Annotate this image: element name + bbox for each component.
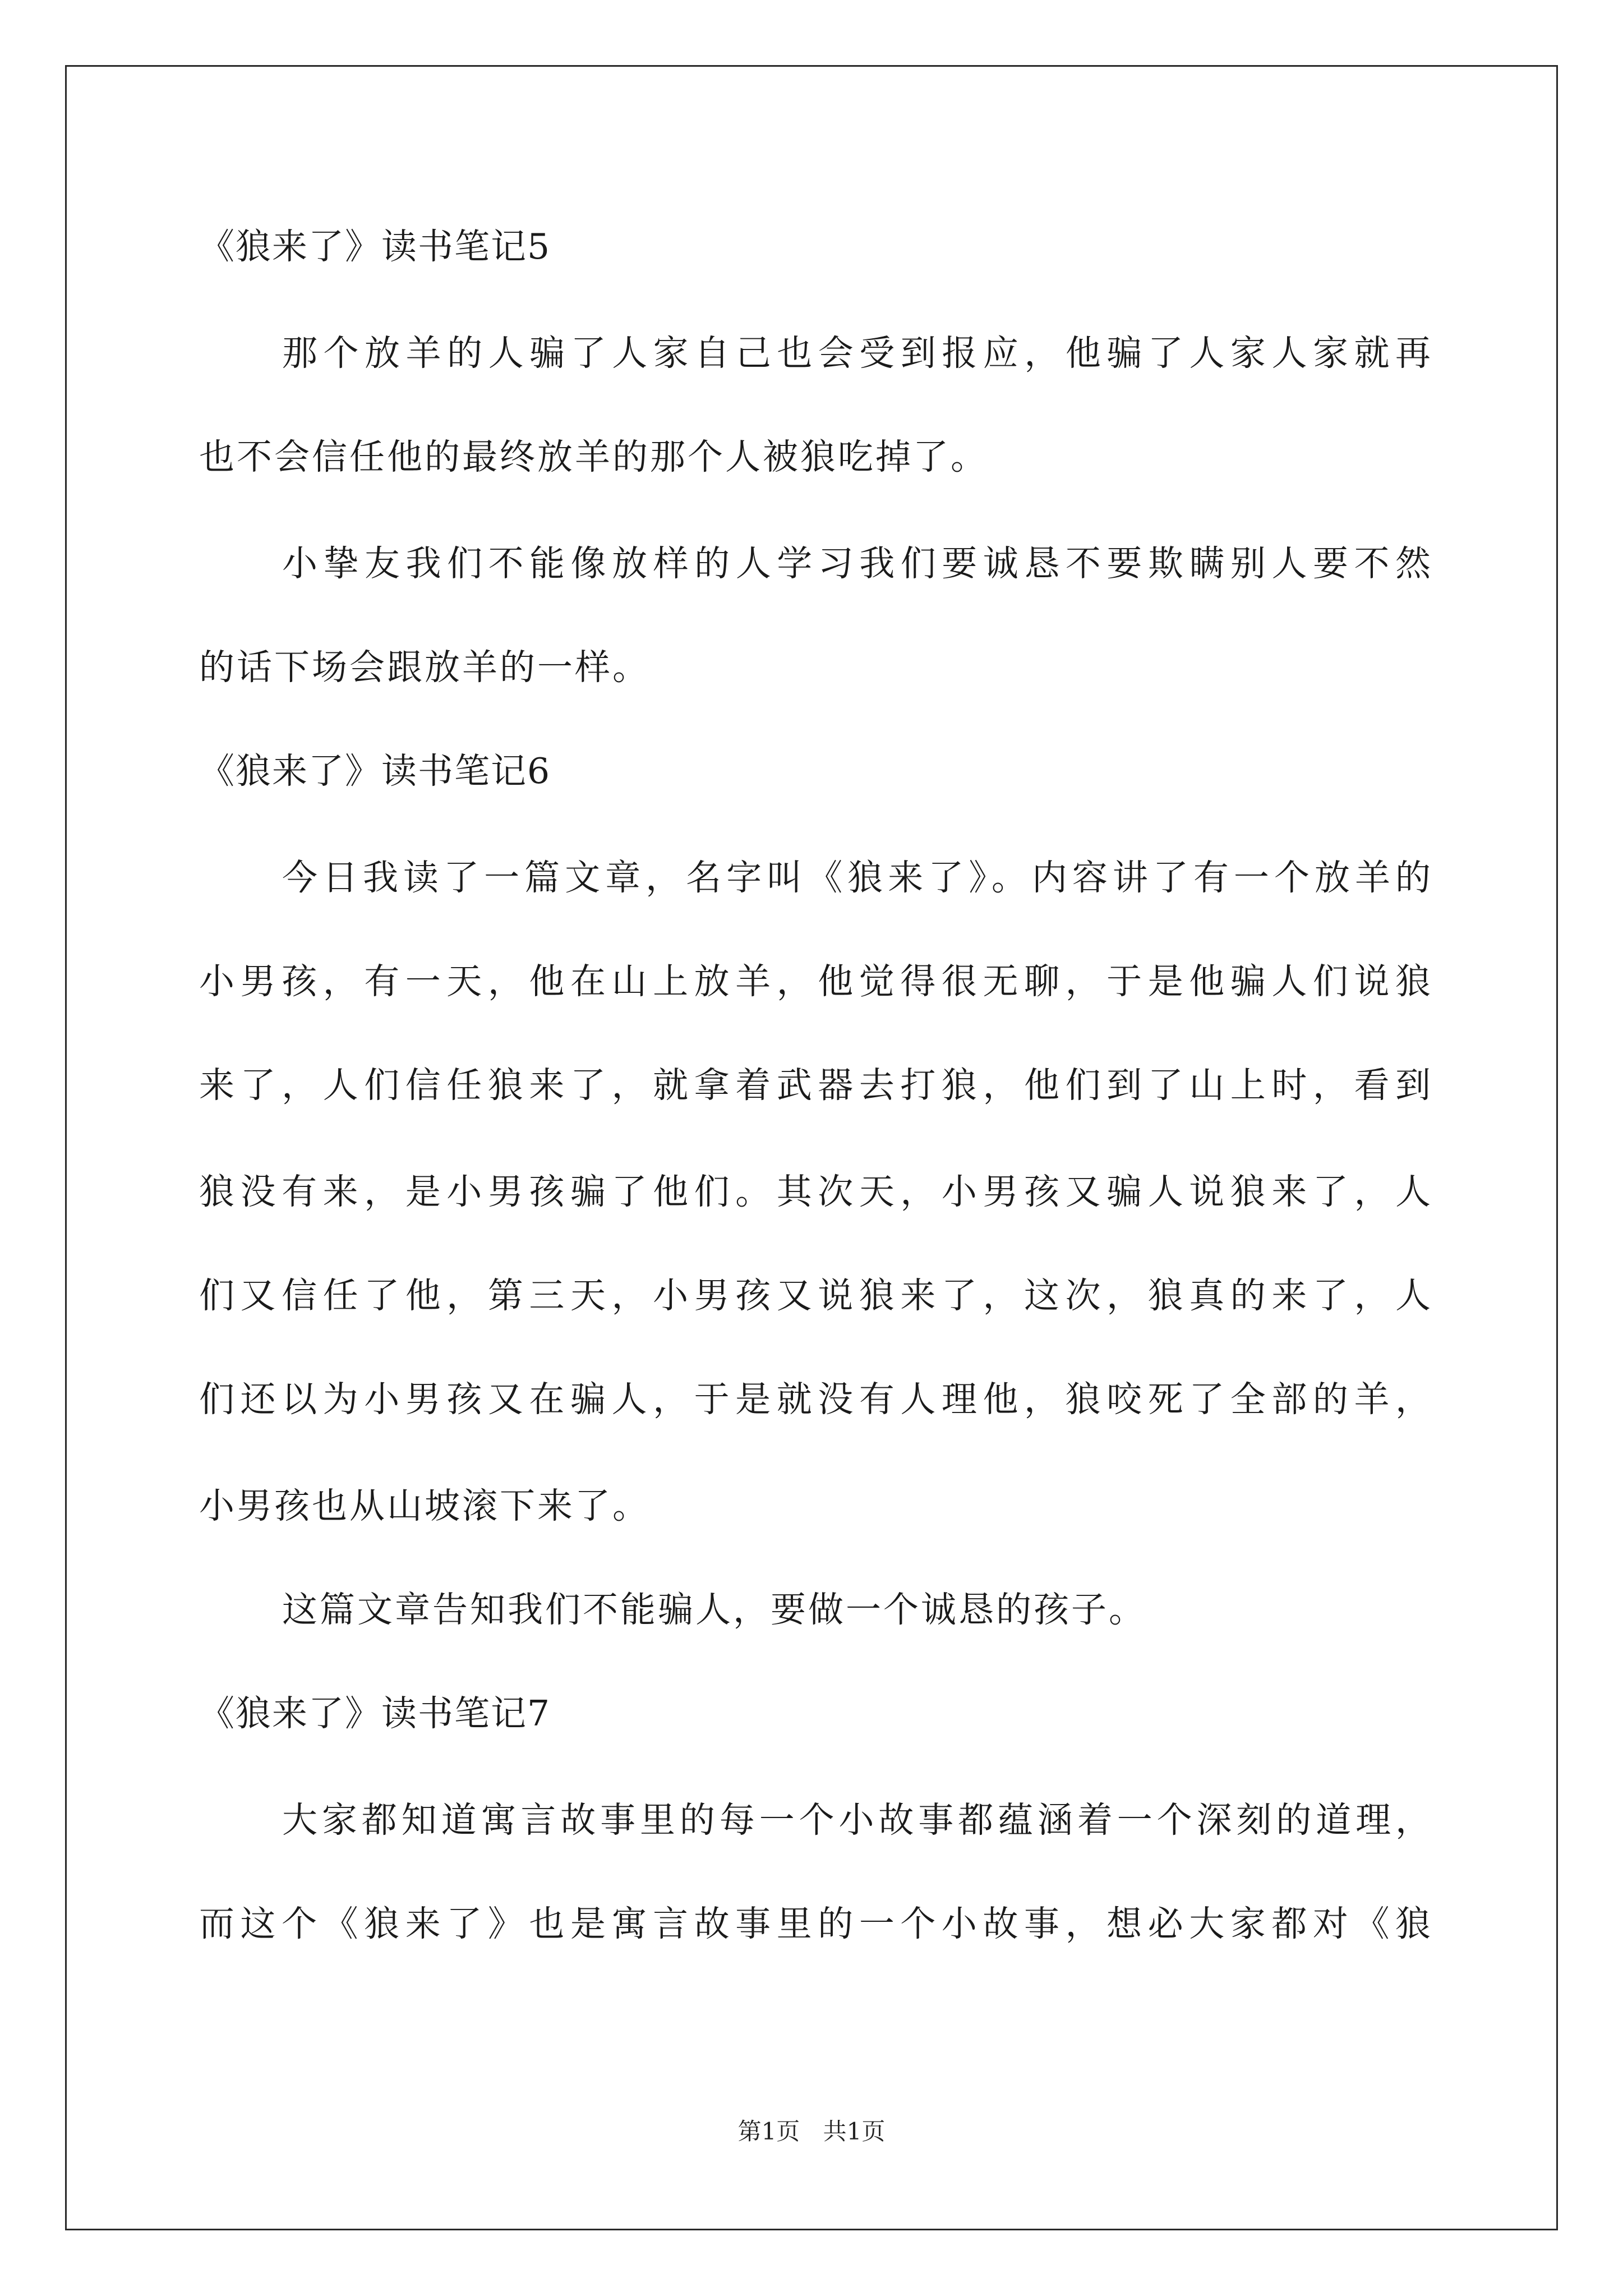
paragraph-line: 大家都知道寓言故事里的每一个小故事都蕴涵着一个深刻的道理，: [282, 1800, 1433, 1841]
paragraph-line: 而这个《狼来了》也是寓言故事里的一个小故事，想必大家都对《狼: [199, 1903, 1433, 1944]
paragraph-line: 们还以为小男孩又在骗人，于是就没有人理他，狼咬死了全部的羊，: [199, 1379, 1433, 1420]
paragraph-line: 那个放羊的人骗了人家自己也会受到报应，他骗了人家人家就再: [282, 333, 1433, 374]
page-total: 共1页: [823, 2118, 886, 2145]
section-heading-7: 《狼来了》读书笔记7: [199, 1693, 551, 1734]
paragraph-line: 的话下场会跟放羊的一样。: [199, 647, 650, 688]
page-footer: [0, 2115, 1623, 2148]
paragraph-line: 们又信任了他，第三天，小男孩又说狼来了，这次，狼真的来了，人: [199, 1275, 1433, 1316]
paragraph-line: 来了，人们信任狼来了，就拿着武器去打狼，他们到了山上时，看到: [199, 1065, 1433, 1106]
paragraph-line: 这篇文章告知我们不能骗人，要做一个诚恳的孩子。: [282, 1589, 1146, 1630]
paragraph-line: 小挚友我们不能像放样的人学习我们要诚恳不要欺瞒别人要不然: [282, 543, 1433, 584]
paragraph-line: 小男孩也从山坡滚下来了。: [199, 1485, 650, 1526]
paragraph-line: 狼没有来，是小男孩骗了他们。其次天，小男孩又骗人说狼来了，人: [199, 1171, 1433, 1212]
page-number: 第1页: [737, 2118, 800, 2145]
paragraph-line: 今日我读了一篇文章，名字叫《狼来了》。内容讲了有一个放羊的: [282, 857, 1433, 898]
paragraph-line: 也不会信任他的最终放羊的那个人被狼吃掉了。: [199, 436, 988, 477]
paragraph-line: 小男孩，有一天，他在山上放羊，他觉得很无聊，于是他骗人们说狼: [199, 961, 1433, 1002]
section-heading-5: 《狼来了》读书笔记5: [199, 226, 551, 267]
section-heading-6: 《狼来了》读书笔记6: [199, 751, 551, 792]
